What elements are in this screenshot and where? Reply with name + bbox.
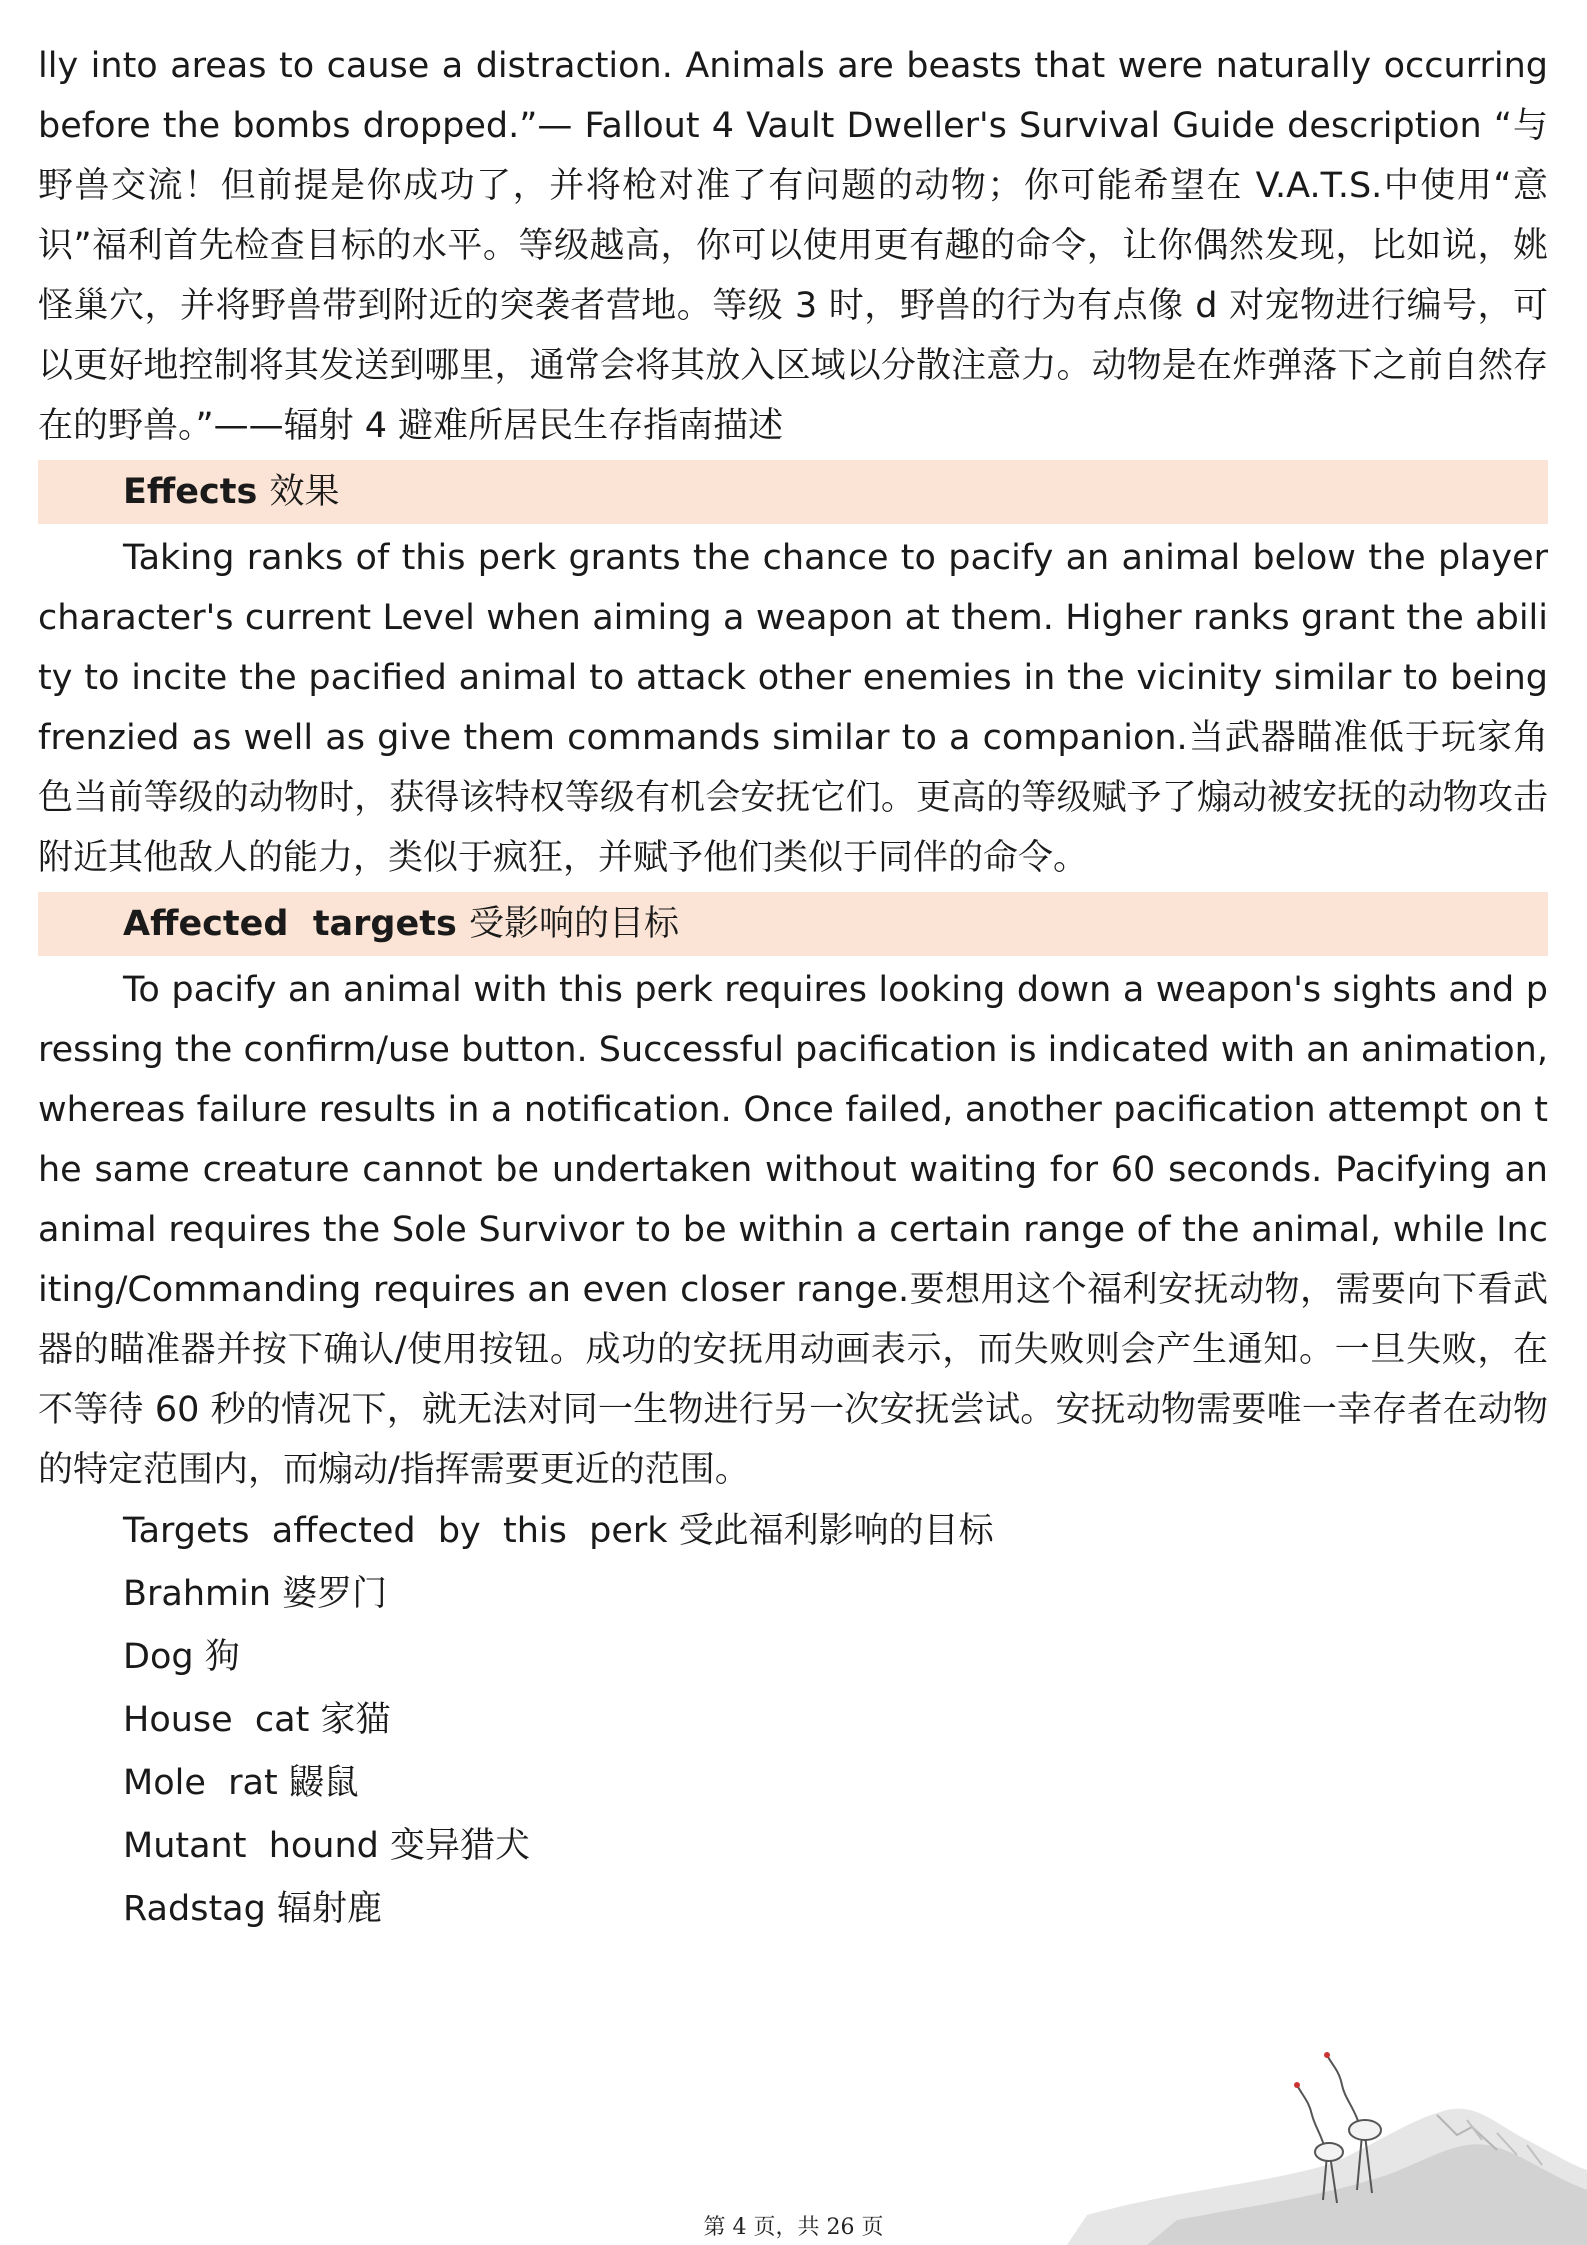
target-item: Brahmin 婆罗门 [123,1574,388,1614]
target-item: Mole rat 鼹鼠 [123,1763,359,1803]
effects-heading-zh: 效果 [269,472,340,512]
affected-heading-en: Affected targets [123,904,457,944]
target-item: Mutant hound 变异猎犬 [123,1826,531,1866]
target-item: House cat 家猫 [123,1700,391,1740]
effects-paragraph: Taking ranks of this perk grants the chance to pacify an animal below the player character's current Level when aiming a weapon at them. Higher ranks grant the ability to incite the pacified animal to attack other enemies in the vicinity similar to being frenzied as well as give them commands similar to a companion.当武器瞄准低于玩家角色当前等级的动物时，获得该特权等级有机会安抚它们。更高的等级赋予了煽动被安抚的动物攻击附近其他敌人的能力，类似于疯狂，并赋予他们类似于同伴的命令。 [38,538,1548,878]
intro-paragraph: lly into areas to cause a distraction. Animals are beasts that were naturally occurring before the bombs dropped.”— Fallout 4 Vault Dweller's Survival Guide description “与野兽交流！但前提是你成功了，并将枪对准了有问题的动物；你可能希望在 V.A.T.S.中使用“意识”福利首先检查目标的水平。等级越高，你可以使用更有趣的命令，让你偶然发现，比如说，姚怪巢穴，并将野兽带到附近的突袭者营地。等级 3 时，野兽的行为有点像 d 对宠物进行编号，可以更好地控制将其发送到哪里，通常会将其放入区域以分散注意力。动物是在炸弹落下之前自然存在的野兽。”——辐射 4 避难所居民生存指南描述 [38,46,1548,446]
targets-list-title: Targets affected by this perk 受此福利影响的目标 [123,1511,994,1551]
document-page [38,36,1548,1941]
affected-targets-heading [38,892,1548,956]
target-item: Radstag 辐射鹿 [123,1889,382,1929]
effects-heading-en: Effects [123,472,258,512]
target-item: Dog 狗 [123,1637,240,1677]
affected-heading-zh: 受影响的目标 [468,904,679,944]
effects-heading [38,460,1548,524]
page-footer: 第 4 页，共 26 页 [703,2215,884,2240]
affected-targets-paragraph: To pacify an animal with this perk requires looking down a weapon's sights and pressing the confirm/use button. Successful pacification is indicated with an animation, whereas failure results in a notification. Once failed, another pacification attempt on the same creature cannot be undertaken without waiting for 60 seconds. Pacifying an animal requires the Sole Survivor to be within a certain range of the animal, while Inciting/Commanding requires an even closer range.要想用这个福利安抚动物，需要向下看武器的瞄准器并按下确认/使用按钮。成功的安抚用动画表示，而失败则会产生通知。一旦失败，在不等待 60 秒的情况下，就无法对同一生物进行另一次安抚尝试。安抚动物需要唯一幸存者在动物的特定范围内，而煽动/指挥需要更近的范围。 [38,970,1548,1490]
